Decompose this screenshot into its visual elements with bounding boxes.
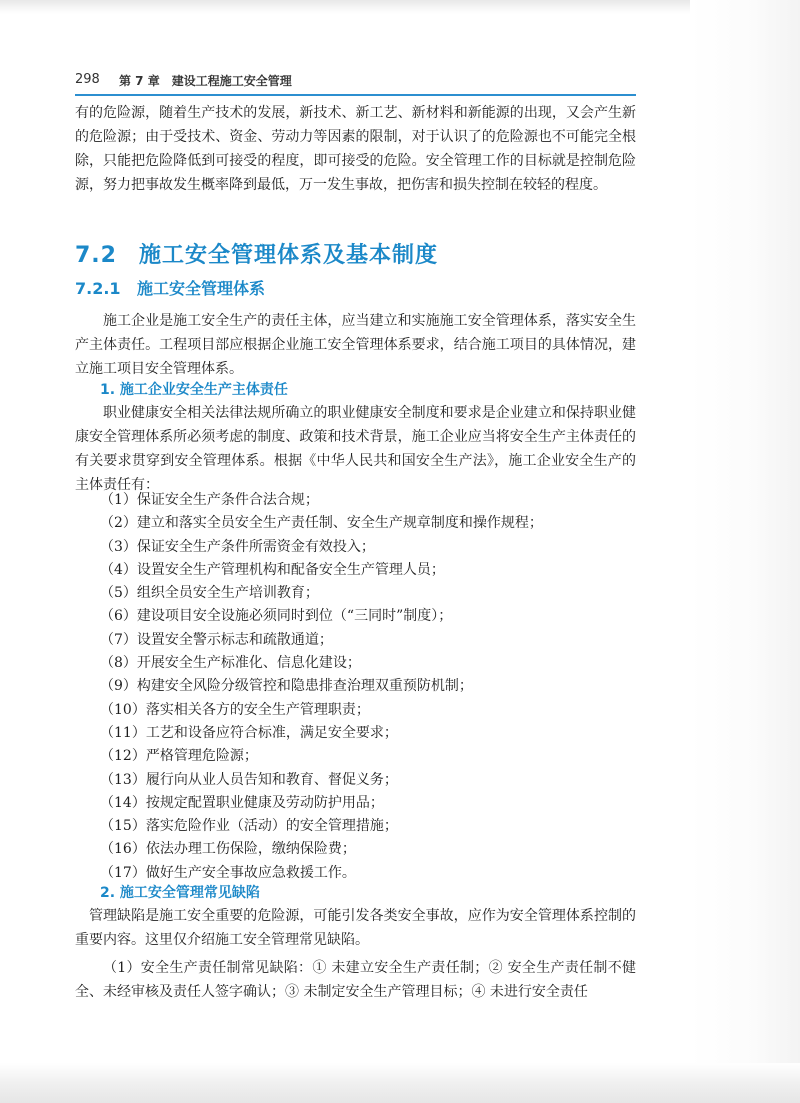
list-item: （15）落实危险作业（活动）的安全管理措施； <box>100 818 398 835</box>
part1-block <box>75 401 636 497</box>
intro-block <box>75 101 636 197</box>
list-item: （4）设置安全生产管理机构和配备安全生产管理人员； <box>100 561 445 578</box>
list-item: （16）依法办理工伤保险，缴纳保险费； <box>100 841 356 858</box>
subsection-paragraph: 施工企业是施工安全生产的责任主体，应当建立和实施施工安全管理体系，落实安全生产主体责任。工程项目部应根据企业施工安全管理体系要求，结合施工项目的具体情况，建立施工项目安全管理体系。 <box>75 313 636 377</box>
list-item: （13）履行向从业人员告知和教育、督促义务； <box>100 771 398 788</box>
part2-heading: 2. 施工安全管理常见缺陷 <box>100 885 260 901</box>
part2-block <box>75 904 636 1004</box>
intro-paragraph: 有的危险源，随着生产技术的发展，新技术、新工艺、新材料和新能源的出现，又会产生新的危险源；由于受技术、资金、劳动力等因素的限制，对于认识了的危险源也不可能完全根除，只能把危险降低到可接受的程度，即可接受的危险。安全管理工作的目标就是控制危险源，努力把事故发生概率降到最低，万一发生事故，把伤害和损失控制在较轻的程度。 <box>75 105 636 193</box>
page-number: 298 <box>75 72 100 87</box>
scan-shadow-top <box>0 0 800 14</box>
part2-item-1: （1）安全生产责任制常见缺陷：① 未建立安全生产责任制；② 安全生产责任制不健全、未经审核及责任人签字确认；③ 未制定安全生产管理目标；④ 未进行安全责任 <box>75 960 636 1000</box>
scan-shadow-bottom <box>0 1063 800 1103</box>
list-item: （1）保证安全生产条件合法合规； <box>100 492 319 508</box>
responsibility-list <box>100 489 640 885</box>
subsection-block <box>75 309 636 381</box>
section-heading <box>75 238 438 269</box>
subsection-heading <box>75 276 265 299</box>
list-item: （10）落实相关各方的安全生产管理职责； <box>100 701 370 718</box>
section-title: 施工安全管理体系及基本制度 <box>139 243 439 268</box>
list-item: （14）按规定配置职业健康及劳动防护用品； <box>100 794 384 811</box>
list-item: （11）工艺和设备应符合标准，满足安全要求； <box>100 724 398 741</box>
list-item: （7）设置安全警示标志和疏散通道； <box>100 631 333 648</box>
part1-heading: 1. 施工企业安全生产主体责任 <box>100 382 288 398</box>
running-header <box>75 70 636 96</box>
section-number: 7.2 <box>75 243 117 268</box>
list-item: （5）组织全员安全生产培训教育； <box>100 585 319 602</box>
list-item: （2）建立和落实全员安全生产责任制、安全生产规章制度和操作规程； <box>100 515 543 532</box>
list-item: （3）保证安全生产条件所需资金有效投入； <box>100 538 375 555</box>
list-item: （12）严格管理危险源； <box>100 748 258 765</box>
list-item: （6）建设项目安全设施必须同时到位（“三同时”制度）； <box>100 608 453 625</box>
list-item: （17）做好生产安全事故应急救援工作。 <box>100 864 356 881</box>
subsection-number: 7.2.1 <box>75 279 121 298</box>
part1-paragraph: 职业健康安全相关法律法规所确立的职业健康安全制度和要求是企业建立和保持职业健康安全管理体系所必须考虑的制度、政策和技术背景，施工企业应当将安全生产主体责任的有关要求贯穿到安全管理体系。根据《中华人民共和国安全生产法》，施工企业安全生产的主体责任有： <box>75 405 636 493</box>
list-item: （9）构建安全风险分级管控和隐患排查治理双重预防机制； <box>100 678 473 695</box>
scan-shadow-right <box>690 0 800 1103</box>
list-item: （8）开展安全生产标准化、信息化建设； <box>100 655 361 672</box>
part2-paragraph: 管理缺陷是施工安全重要的危险源，可能引发各类安全事故，应作为安全管理体系控制的重要内容。这里仅介绍施工安全管理常见缺陷。 <box>75 908 636 948</box>
chapter-title: 第 7 章 建设工程施工安全管理 <box>119 74 292 88</box>
subsection-title: 施工安全管理体系 <box>137 279 266 298</box>
